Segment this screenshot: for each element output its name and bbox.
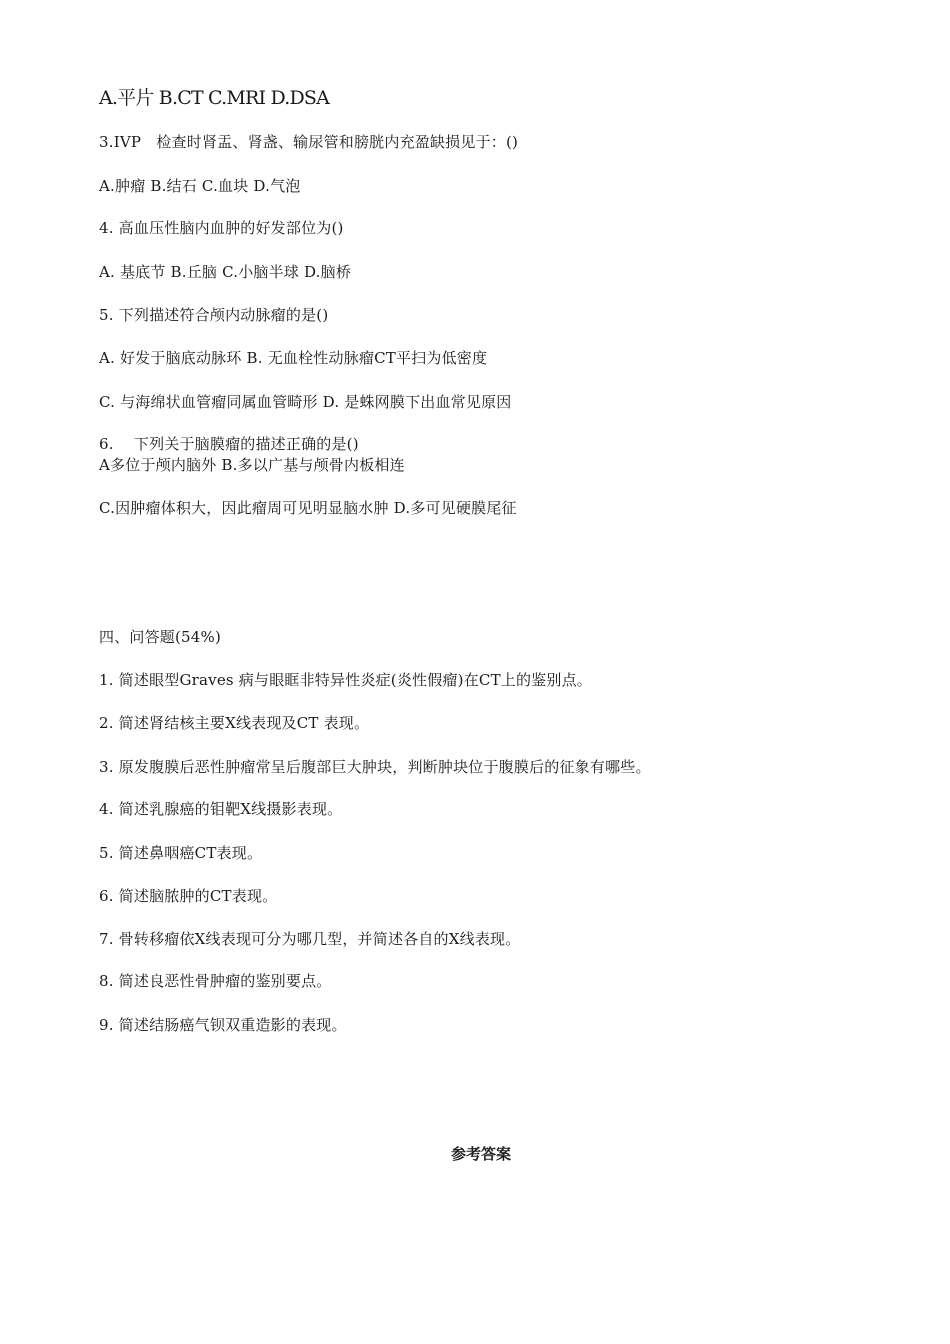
essay-question-8: 8. 简述良恶性骨肿瘤的鉴别要点。 [99, 972, 332, 990]
q3-stem: 3.IVP 检查时肾盂、肾盏、输尿管和膀胱内充盈缺损见于：() [99, 133, 519, 151]
q6-options-line1: A多位于颅内脑外 B.多以广基与颅骨内板相连 [99, 456, 405, 474]
q6-options-line2: C.因肿瘤体积大，因此瘤周可见明显脑水肿 D.多可见硬膜尾征 [99, 499, 517, 517]
essay-question-2: 2. 简述肾结核主要X线表现及CT 表现。 [99, 714, 370, 732]
essay-question-3: 3. 原发腹膜后恶性肿瘤常呈后腹部巨大肿块，判断肿块位于腹膜后的征象有哪些。 [99, 758, 651, 776]
essay-question-1: 1. 简述眼型Graves 病与眼眶非特异性炎症(炎性假瘤)在CT上的鉴别点。 [99, 671, 592, 689]
essay-question-7: 7. 骨转移瘤依X线表现可分为哪几型，并简述各自的X线表现。 [99, 930, 521, 948]
essay-question-5: 5. 简述鼻咽癌CT表现。 [99, 844, 263, 862]
q4-options: A. 基底节 B.丘脑 C.小脑半球 D.脑桥 [99, 263, 352, 281]
essay-heading: 四、问答题(54%) [99, 628, 222, 646]
q4-stem: 4. 高血压性脑内血肿的好发部位为() [99, 219, 344, 237]
essay-question-9: 9. 简述结肠癌气钡双重造影的表现。 [99, 1016, 347, 1034]
q3-options: A.肿瘤 B.结石 C.血块 D.气泡 [99, 177, 301, 195]
q5-options-line2: C. 与海绵状血管瘤同属血管畸形 D. 是蛛网膜下出血常见原因 [99, 393, 512, 411]
q5-stem: 5. 下列描述符合颅内动脉瘤的是() [99, 306, 329, 324]
essay-question-4: 4. 简述乳腺癌的钼靶X线摄影表现。 [99, 800, 343, 818]
essay-question-6: 6. 简述脑脓肿的CT表现。 [99, 887, 278, 905]
q6-stem: 6. 下列关于脑膜瘤的描述正确的是() [99, 435, 359, 453]
q2-options: A.平片 B.CT C.MRI D.DSA [99, 87, 330, 109]
q5-options-line1: A. 好发于脑底动脉环 B. 无血栓性动脉瘤CT平扫为低密度 [99, 349, 488, 367]
answers-title: 参考答案 [450, 1145, 511, 1163]
